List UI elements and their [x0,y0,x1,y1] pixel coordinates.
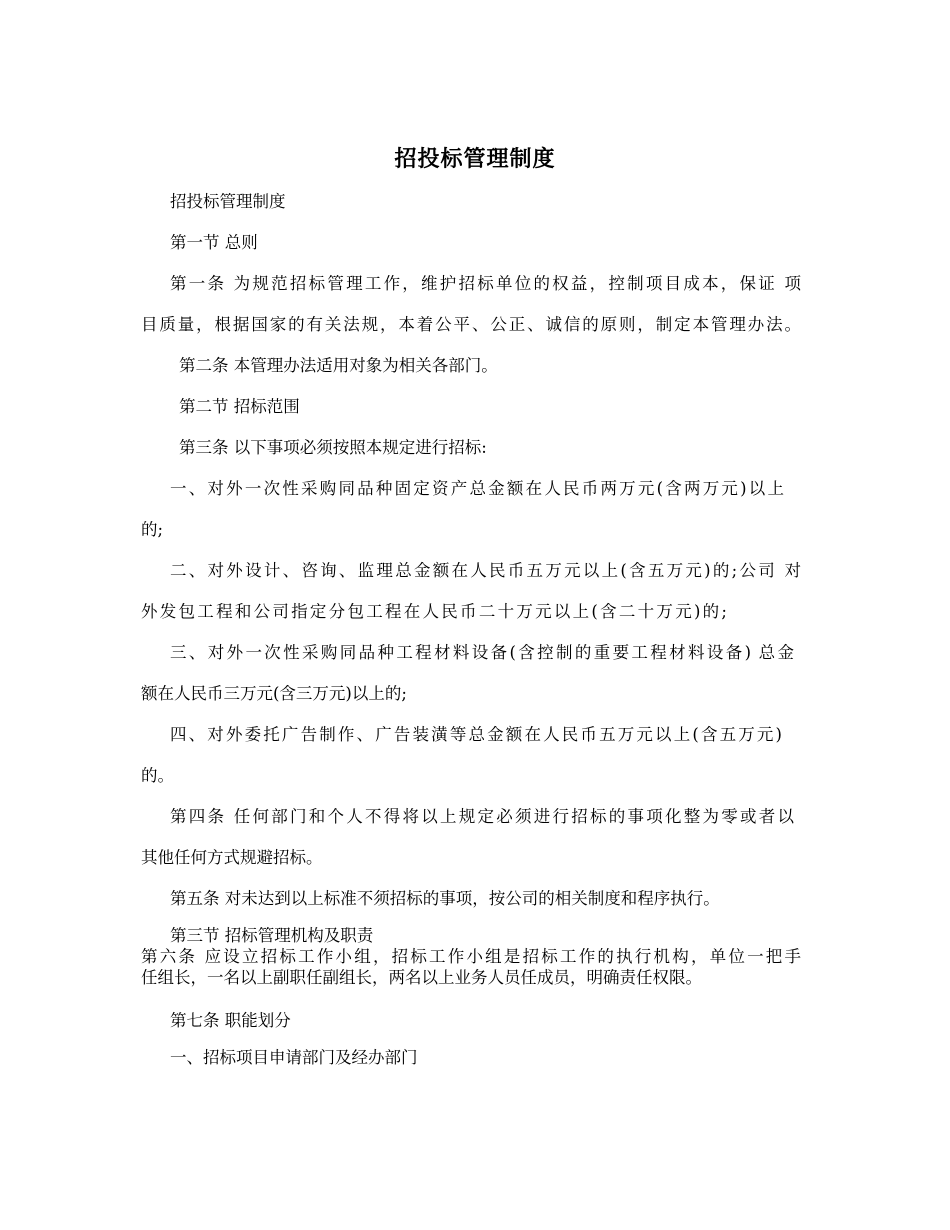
list-item: 额在人民币三万元(含三万元)以上的; [141,684,407,703]
list-item: 的; [141,520,164,539]
article-text: 第五条 对未达到以上标准不须招标的事项，按公司的相关制度和程序执行。 [170,889,720,908]
document-title: 招投标管理制度 [394,146,556,172]
article-text: 任组长，一名以上副职任副组长，两名以上业务人员任成员，明确责任权限。 [141,968,702,987]
list-item: 四、对外委托广告制作、广告装潢等总金额在人民币五万元以上(含五万元) [170,725,782,744]
subtitle: 招投标管理制度 [170,192,286,211]
article-text: 第六条 应设立招标工作小组，招标工作小组是招标工作的执行机构，单位一把手 [141,947,801,966]
section-heading: 第三节 招标管理机构及职责 [170,926,374,945]
list-item: 三、对外一次性采购同品种工程材料设备(含控制的重要工程材料设备) 总金 [170,643,794,662]
list-item: 外发包工程和公司指定分包工程在人民币二十万元以上(含二十万元)的; [141,602,727,621]
article-text: 第七条 职能划分 [170,1011,291,1030]
article-text: 第二条 本管理办法适用对象为相关各部门。 [179,356,498,375]
section-heading: 第一节 总则 [170,233,258,252]
list-item: 的。 [141,766,174,785]
article-text: 其他任何方式规避招标。 [141,848,323,867]
list-item: 一、对外一次性采购同品种固定资产总金额在人民币两万元(含两万元)以上 [170,479,784,498]
list-item: 二、对外设计、咨询、监理总金额在人民币五万元以上(含五万元)的;公司 对 [170,561,801,580]
section-heading: 第二节 招标范围 [179,397,300,416]
article-text: 第一条 为规范招标管理工作，维护招标单位的权益，控制项目成本，保证 项 [170,274,801,293]
article-text: 第三条 以下事项必须按照本规定进行招标: [179,438,487,457]
article-text: 第四条 任何部门和个人不得将以上规定必须进行招标的事项化整为零或者以 [170,807,794,826]
article-text: 目质量，根据国家的有关法规，本着公平、公正、诚信的原则，制定本管理办法。 [141,315,801,334]
list-item: 一、招标项目申请部门及经办部门 [170,1048,418,1067]
